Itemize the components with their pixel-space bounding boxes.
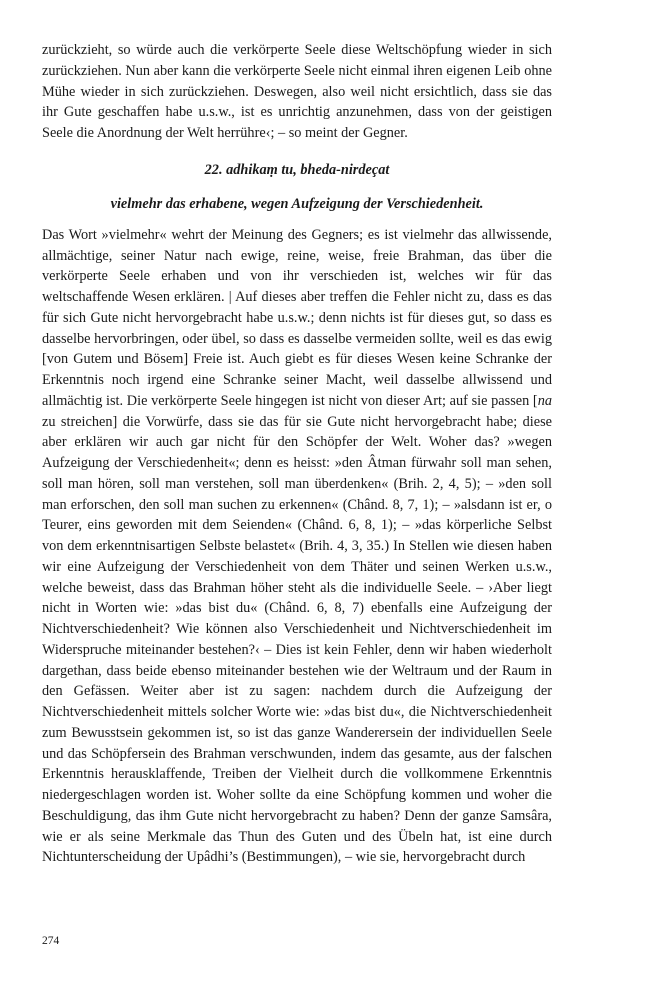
page-number: 274 bbox=[42, 935, 60, 947]
commentary-text-part2: zu streichen] die Vorwürfe, dass sie das für sie Gute nicht hervorgebracht habe; diese aber erklären wir auch gar nicht für den Schöpfer der Welt. Woher das? »wegen Aufzeigung der Verschiedenheit«; denn es heisst: »den Âtman fürwahr soll man sehen, soll man hören, soll man verstehen, soll man überdenken« (Brih. 2, 4, 5); – »den soll man erforschen, den soll man suchen zu erkennen« (Chând. 8, 7, 1); – »alsdann ist er, o Teurer, eins geworden mit dem Seienden« (Chând. 6, 8, 1); – »das körperliche Selbst von dem erkenntnisartigen Selbste belastet« (Brih. 4, 3, 35.) In Stellen wie diesen haben wir eine Aufzeigung der Verschiedenheit von dem Thäter und seinen Werken u.s.w., welche beweist, dass das Brahman höher steht als die individuelle Seele. – ›Aber liegt nicht in Worten wie: »das bist du« (Chând. 6, 8, 7) ebenfalls eine Aufzeigung der Nichtverschiedenheit? Wie können also Verschiedenheit und Nichtverschiedenheit im Widerspruche miteinander bestehen?‹ – Dies ist kein Fehler, denn wir haben wiederholt dargethan, dass beide ebenso miteinander bestehen wie der Weltraum und der Raum in den Gefässen. Weiter aber ist zu sagen: nachdem durch die Aufzeigung der Nichtverschiedenheit mittels solcher Worte wie: »das bist du«, die Nichtverschiedenheit zum Bewusstsein gekommen ist, so ist das ganze Wanderersein der individuellen Seele und das Schöpfersein des Brahman verschwunden, indem das gesamte, aus der falschen Erkenntnis herausklaffende, Treiben der Vielheit durch die vollkommene Erkenntnis niedergeschlagen worden ist. Woher sollte da eine Schöpfung kommen und woher die Beschuldigung, das ihm Gute nicht hervorgebracht zu haben? Denn der ganze Samsâra, wie er als seine Merkmale das Thun des Guten und des Übeln hat, ist eine durch Nichtunterscheidung der Upâdhi’s (Bestimmungen), – wie sie, hervorgebracht durch bbox=[42, 413, 552, 866]
commentary-text-part1: Das Wort »vielmehr« wehrt der Meinung des Gegners; es ist vielmehr das allwissende, allmächtige, seiner Natur nach ewige, reine, weise, freie Brahman, das über die verkörperte Seele erhaben und von ihr verschieden ist, welches wir für das weltschaffende Wesen erklären. | Auf dieses aber treffen die Fehler nicht zu, dass es das für sich Gute nicht hervorgebracht habe u.s.w.; denn nichts ist für dieses gut, so dass es dasselbe hervorbringen, oder übel, so dass es dasselbe vermeiden sollte, weil es das ewig [von Gutem und Bösem] Freie ist. Auch giebt es für dieses Wesen keine Schranke der Erkenntnis noch irgend eine Schranke seiner Macht, weil dasselbe allwissend und allmächtig ist. Die verkörperte Seele hingegen ist nicht von dieser Art; auf sie passen [ bbox=[42, 226, 552, 409]
emphasis-word: na bbox=[537, 392, 552, 409]
page-body bbox=[42, 40, 552, 868]
intro-paragraph: zurückzieht, so würde auch die verkörperte Seele diese Weltschöpfung wieder in sich zurückziehen. Nun aber kann die verkörperte Seele nicht einmal ihren eigenen Leib ohne Mühe wieder in sich zurückziehen. Deswegen, also weil nicht ersichtlich, dass sie das ihr Gute geschaffen habe u.s.w., ist es unrichtig anzunehmen, dass von der geistigen Seele die Anordnung der Welt herrühre‹; – so meint der Gegner. bbox=[42, 42, 552, 141]
sutra-translation-heading: vielmehr das erhabene, wegen Aufzeigung der Verschiedenheit. bbox=[110, 195, 484, 212]
commentary-paragraph bbox=[42, 225, 552, 868]
sutra-heading: 22. adhikaṃ tu, bheda-nirdeçat bbox=[204, 161, 390, 178]
